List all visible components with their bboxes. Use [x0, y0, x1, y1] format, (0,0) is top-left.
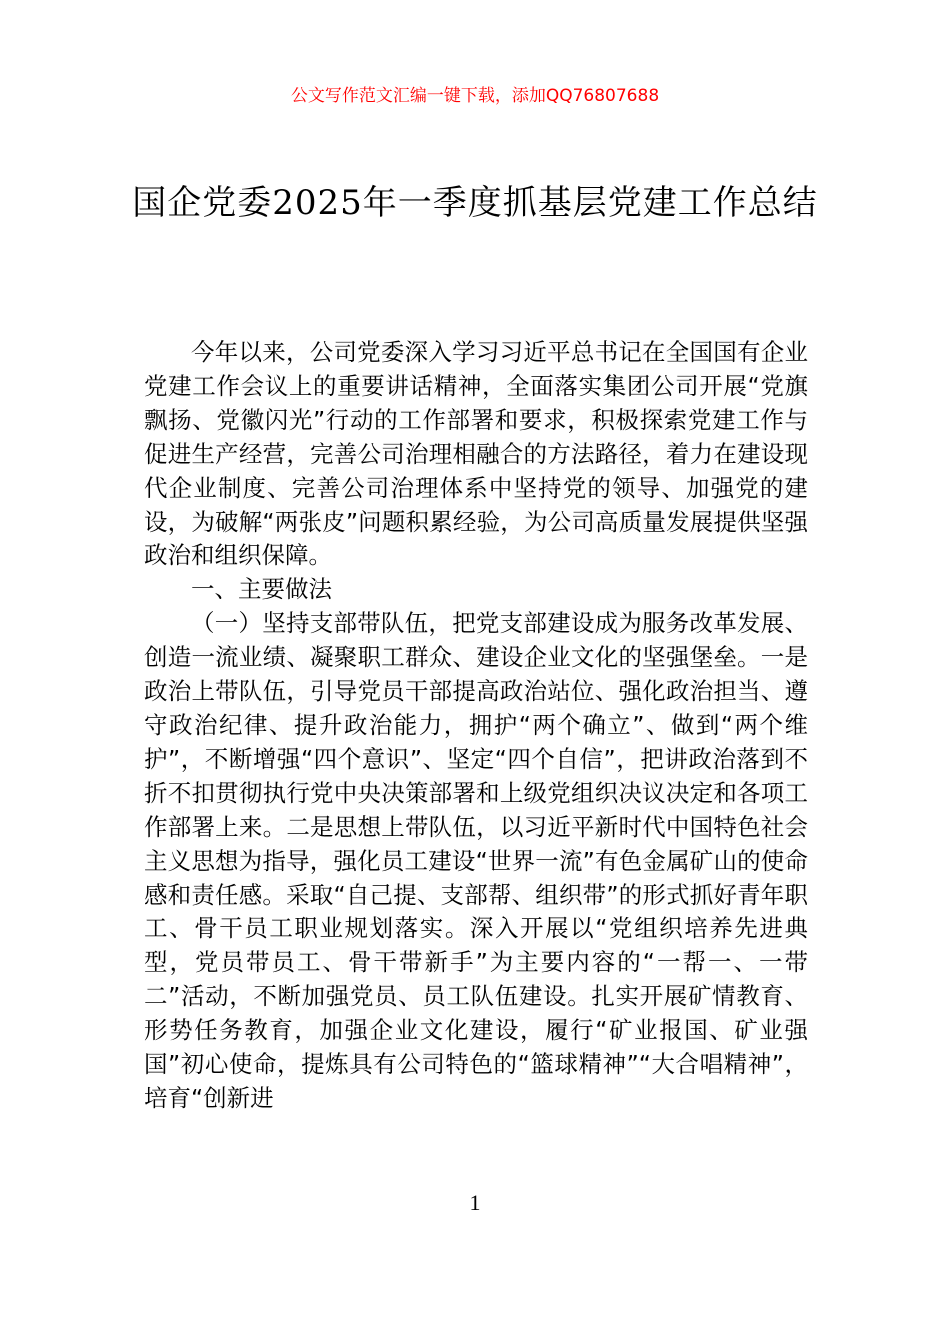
page-number: 1 [469, 1190, 481, 1215]
paragraph-1: （一）坚持支部带队伍，把党支部建设成为服务改革发展、创造一流业绩、凝聚职工群众、建设企业文化的坚强堡垒。一是政治上带队伍，引导党员干部提高政治站位、强化政治担当、遵守政治纪律、提升政治能力，拥护“两个确立”、做到“两个维护”，不断增强“四个意识”、坚定“四个自信”，把讲政治落到不折不扣贯彻执行党中央决策部署和上级党组织决议决定和各项工作部署上来。二是思想上带队伍，以习近平新时代中国特色社会主义思想为指导，强化员工建设“世界一流”有色金属矿山的使命感和责任感。采取“自己提、支部帮、组织带”的形式抓好青年职工、骨干员工职业规划落实。深入开展以“党组织培养先进典型，党员带员工、骨干带新手”为主要内容的“一帮一、一带二”活动，不断加强党员、员工队伍建设。扎实开展矿情教育、形势任务教育，加强企业文化建设，履行“矿业报国、矿业强国”初心使命，提炼具有公司特色的“篮球精神”“大合唱精神”，培育“创新进 [144, 609, 808, 1112]
section-heading: 一、主要做法 [191, 575, 332, 604]
header-note: 公文写作范文汇编一键下载，添加QQ76807688 [290, 86, 660, 106]
paragraph-intro: 今年以来，公司党委深入学习习近平总书记在全国国有企业党建工作会议上的重要讲话精神，全面落实集团公司开展“党旗飘扬、党徽闪光”行动的工作部署和要求，积极探索党建工作与促进生产经营，完善公司治理相融合的方法路径，着力在建设现代企业制度、完善公司治理体系中坚持党的领导、加强党的建设，为破解“两张皮”问题积累经验，为公司高质量发展提供坚强政治和组织保障。 [144, 338, 808, 570]
document-body [144, 336, 808, 1116]
document-title: 国企党委2025年一季度抓基层党建工作总结 [132, 183, 818, 223]
